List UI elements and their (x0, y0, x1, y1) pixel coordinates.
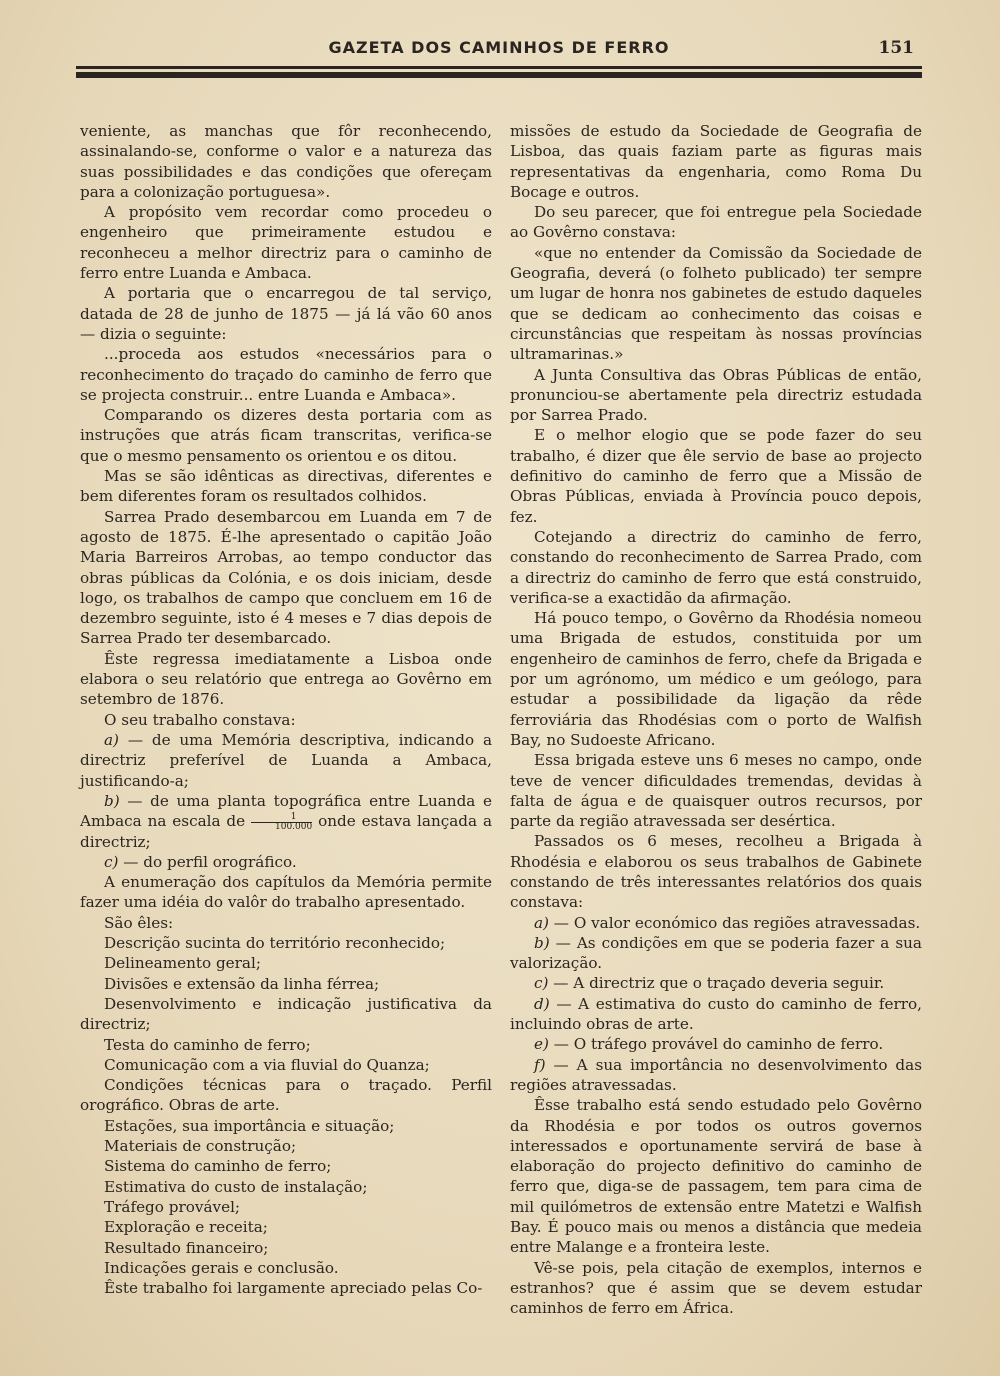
header-rule-thin (76, 66, 922, 69)
item-text: — As condições em que se poderia fazer a sua valorização. (510, 933, 922, 973)
paragraph: E o melhor elogio que se pode fazer do seu trabalho, é dizer que êle servio de base ao projecto definitivo do caminho de ferro que a Missão de Obras Públicas, enviada à Província pouco depois, fez. (510, 426, 922, 526)
list-item (510, 933, 922, 974)
chapter-item: Estações, sua importância e situação; (104, 1116, 395, 1135)
paragraph: Sarrea Prado desembarcou em Luanda em 7 de agosto de 1875. É-lhe apresentado o capitão João Maria Barreiros Arrobas, ao tempo conductor das obras públicas da Colónia, e os dois iniciam, desde logo, os trabalhos de campo que concluem em 16 de dezembro seguinte, isto é 4 meses e 7 dias depois de Sarrea Prado ter desembarcado. (80, 507, 492, 648)
chapter-item: Exploração e receita; (104, 1218, 268, 1237)
item-text: — A estimativa do custo do caminho de ferro, incluindo obras de arte. (510, 994, 922, 1034)
fraction-denominator: 100.000 (275, 821, 313, 832)
paragraph: Vê-se pois, pela citação de exemplos, internos e estranhos? que é assim que se devem estudar caminhos de ferro em África. (510, 1258, 922, 1318)
paragraph: Êste regressa imediatamente a Lisboa onde elabora o seu relatório que entrega ao Govêrno em setembro de 1876. (80, 649, 492, 709)
chapter-item: Estimativa do custo de instalação; (104, 1177, 368, 1196)
item-label: a) (104, 730, 119, 749)
chapter-item: Condições técnicas para o traçado. Perfil orográfico. Obras de arte. (80, 1076, 492, 1115)
journal-title: GAZETA DOS CAMINHOS DE FERRO (328, 38, 670, 57)
header-rule-thick (76, 72, 922, 78)
chapter-item: Resultado financeiro; (104, 1238, 269, 1257)
paragraph: A portaria que o encarregou de tal serviço, datada de 28 de junho de 1875 — já lá vão 60 anos — dizia o seguinte: (80, 284, 492, 343)
paragraph: A propósito vem recordar como procedeu o engenheiro que primeiramente estudou e reconheceu a melhor directriz para o caminho de ferro entre Luanda e Ambaca. (80, 203, 492, 283)
paragraph: São êles: (104, 913, 174, 932)
paragraph: Essa brigada esteve uns 6 meses no campo, onde teve de vencer dificuldades tremendas, devidas à falta de água e de quaisquer outros recursos, por parte da região atravessada ser desértica. (510, 751, 922, 831)
list-item (510, 994, 922, 1035)
page-number: 151 (878, 38, 914, 58)
item-text: — de uma planta topográfica entre Luanda e Ambaca na escala de (80, 791, 492, 831)
paragraph: Do seu parecer, que foi entregue pela Sociedade ao Govêrno constava: (510, 203, 922, 242)
item-label: c) (534, 974, 549, 993)
fraction-numerator: 1 (251, 813, 312, 823)
report-list (510, 913, 922, 1096)
chapter-item: Testa do caminho de ferro; (104, 1035, 311, 1054)
chapter-item: Tráfego provável; (104, 1197, 241, 1216)
item-text: — A sua importância no desenvolvimento das regiões atravessadas. (510, 1055, 922, 1094)
chapter-item: Delineamento geral; (104, 954, 261, 973)
chapter-item: Sistema do caminho de ferro; (104, 1157, 332, 1176)
paragraph: Êsse trabalho está sendo estudado pelo Govêrno da Rhodésia e por todos os outros governos interessados e oportunamente servirá de base à elaboração do projecto definitivo do caminho de ferro que, diga-se de passagem, tem para cima de mil quilómetros de extensão entre Matetzi e Walfish Bay. É pouco mais ou menos a distância que medeia entre Malange e a fronteira leste. (510, 1096, 922, 1257)
chapter-item: Indicações gerais e conclusão. (104, 1258, 339, 1277)
item-text: — do perfil orográfico. (118, 852, 297, 871)
item-label: b) (534, 933, 550, 952)
chapter-item: Materiais de construção; (104, 1137, 297, 1156)
list-item (510, 1055, 922, 1096)
chapter-item: Desenvolvimento e indicação justificativa da directriz; (80, 994, 492, 1034)
scale-fraction (251, 813, 312, 832)
item-text: — O valor económico das regiões atravessadas. (548, 913, 921, 932)
paragraph: veniente, as manchas que fôr reconhecendo, assinalando-se, conforme o valor e a natureza das suas possibilidades e das condições que ofereçam para a colonização portuguesa». (80, 122, 492, 201)
paragraph: A Junta Consultiva das Obras Públicas de então, pronunciou-se abertamente pela directriz estudada por Sarrea Prado. (510, 365, 922, 425)
list-item (80, 852, 492, 872)
item-label: e) (534, 1035, 549, 1054)
left-column (80, 121, 492, 1298)
paragraph: Comparando os dizeres desta portaria com as instruções que atrás ficam transcritas, verifica-se que o mesmo pensamento os orientou e os ditou. (80, 406, 492, 465)
item-label: b) (104, 791, 120, 810)
list-item (80, 730, 492, 791)
quoted-paragraph: ...proceda aos estudos «necessários para o reconhecimento do traçado do caminho de ferro que se projecta construir... entre Luanda e Ambaca». (80, 345, 492, 404)
chapter-item: Divisões e extensão da linha férrea; (104, 974, 380, 993)
paragraph: Cotejando a directriz do caminho de ferro, constando do reconhecimento de Sarrea Prado, com a directriz do caminho de ferro que está construido, verifica-se a exactidão da afirmação. (510, 527, 922, 607)
item-label: f) (534, 1055, 546, 1074)
item-text: — O tráfego provável do caminho de ferro. (548, 1035, 884, 1054)
item-text: — A directriz que o traçado deveria seguir. (548, 974, 885, 993)
chapter-item: Descrição sucinta do território reconhecido; (104, 934, 446, 953)
list-item (510, 973, 922, 993)
item-text: — de uma Memória descriptiva, indicando a directriz preferível de Luanda a Ambaca, justificando-a; (80, 730, 492, 790)
item-text: onde estava lançada a directriz; (80, 812, 492, 851)
paragraph: Mas se são idênticas as directivas, diferentes e bem diferentes foram os resultados colhidos. (80, 467, 492, 506)
paragraph: missões de estudo da Sociedade de Geografia de Lisboa, das quais faziam parte as figuras mais representativas da engenharia, como Roma Du Bocage e outros. (510, 122, 922, 201)
list-item (510, 1034, 922, 1054)
item-label: d) (534, 994, 550, 1013)
chapter-item: Comunicação com a via fluvial do Quanza; (104, 1055, 430, 1074)
paragraph: O seu trabalho constava: (104, 710, 296, 729)
paragraph: Há pouco tempo, o Govêrno da Rhodésia nomeou uma Brigada de estudos, constituida por um engenheiro de caminhos de ferro, chefe da Brigada e por um agrónomo, um médico e um geólogo, para estudar a possibilidade da ligação da rêde ferroviária das Rhodésias com o porto de Walfish Bay, no Sudoeste Africano. (510, 609, 922, 749)
paragraph: A enumeração dos capítulos da Memória permite fazer uma idéia do valôr do trabalho apresentado. (80, 873, 492, 912)
paragraph: Êste trabalho foi largamente apreciado pelas Co- (104, 1279, 483, 1298)
running-header (76, 38, 922, 62)
paragraph: Passados os 6 meses, recolheu a Brigada à Rhodésia e elaborou os seus trabalhos de Gabinete constando de três interessantes relatórios dos quais constava: (510, 832, 922, 912)
item-label: c) (104, 852, 119, 871)
quoted-paragraph: «que no entender da Comissão da Sociedade de Geografia, deverá (o folheto publicado) ter sempre um lugar de honra nos gabinetes de estudo daqueles que se dedicam ao conhecimento das coisas e circunstâncias que respeitam às nossas províncias ultramarinas.» (510, 243, 922, 364)
chapter-list (80, 933, 492, 1278)
list-item (80, 791, 492, 852)
list-item (510, 913, 922, 933)
item-label: a) (534, 913, 549, 932)
right-column (510, 121, 922, 1319)
